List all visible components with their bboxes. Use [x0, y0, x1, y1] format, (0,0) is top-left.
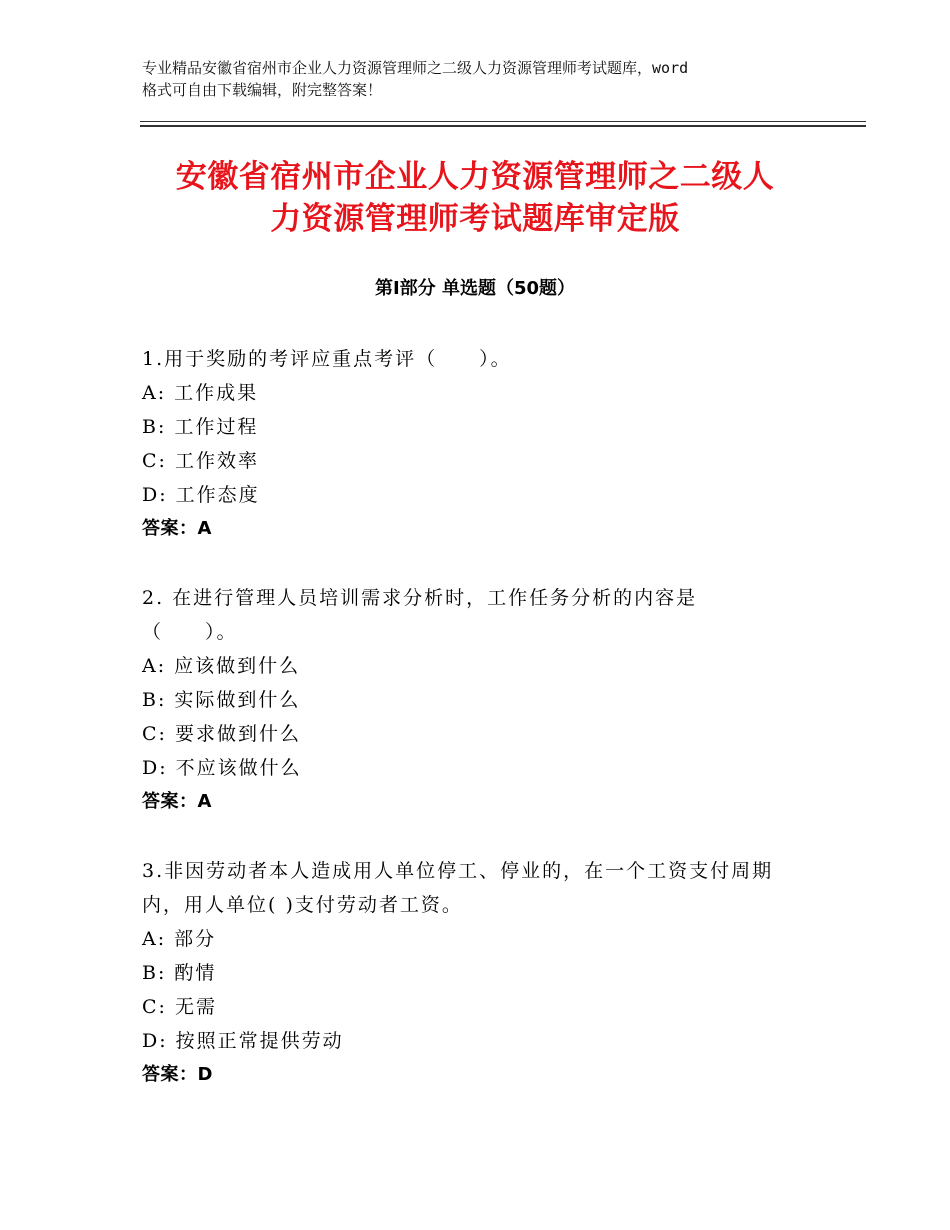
header-note-line-1: 专业精品安徽省宿州市企业人力资源管理师之二级人力资源管理师考试题库，word	[142, 59, 689, 77]
question-stem-line-1: 2. 在进行管理人员培训需求分析时，工作任务分析的内容是	[142, 587, 698, 609]
header-note-line-2: 格式可自由下载编辑，附完整答案！	[142, 81, 383, 99]
answer: 答案：D	[142, 1064, 213, 1085]
option-d: D: 工作态度	[142, 484, 260, 506]
question-stem-line-1: 3.非因劳动者本人造成用人单位停工、停业的，在一个工资支付周期	[142, 860, 774, 882]
question-stem-line-2: （ ）。	[142, 621, 238, 643]
document-title-line-2: 力资源管理师考试题库审定版	[270, 201, 680, 237]
header-divider-thin	[140, 121, 866, 122]
option-c: C: 要求做到什么	[142, 723, 301, 745]
option-c: C: 无需	[142, 996, 217, 1018]
option-b: B: 实际做到什么	[142, 689, 301, 711]
option-c: C: 工作效率	[142, 450, 259, 472]
answer: 答案：A	[142, 518, 212, 539]
question-3	[142, 854, 822, 1092]
option-b: B: 酌情	[142, 962, 217, 984]
option-b: B: 工作过程	[142, 416, 259, 438]
header-divider-thick	[140, 125, 866, 127]
header-note	[142, 57, 832, 101]
option-a: A: 部分	[142, 928, 217, 950]
option-d: D: 按照正常提供劳动	[142, 1030, 344, 1052]
question-2	[142, 581, 822, 819]
question-stem-line-2: 内，用人单位( )支付劳动者工资。	[142, 894, 463, 916]
document-title-line-1: 安徽省宿州市企业人力资源管理师之二级人	[175, 159, 775, 195]
option-d: D: 不应该做什么	[142, 757, 302, 779]
document-title	[140, 156, 810, 240]
section-title: 第Ⅰ部分 单选题（50题）	[374, 278, 575, 299]
option-a: A: 应该做到什么	[142, 655, 301, 677]
question-1	[142, 342, 822, 546]
option-a: A: 工作成果	[142, 382, 259, 404]
question-stem: 1.用于奖励的考评应重点考评（ ）。	[142, 348, 512, 370]
answer: 答案：A	[142, 791, 212, 812]
